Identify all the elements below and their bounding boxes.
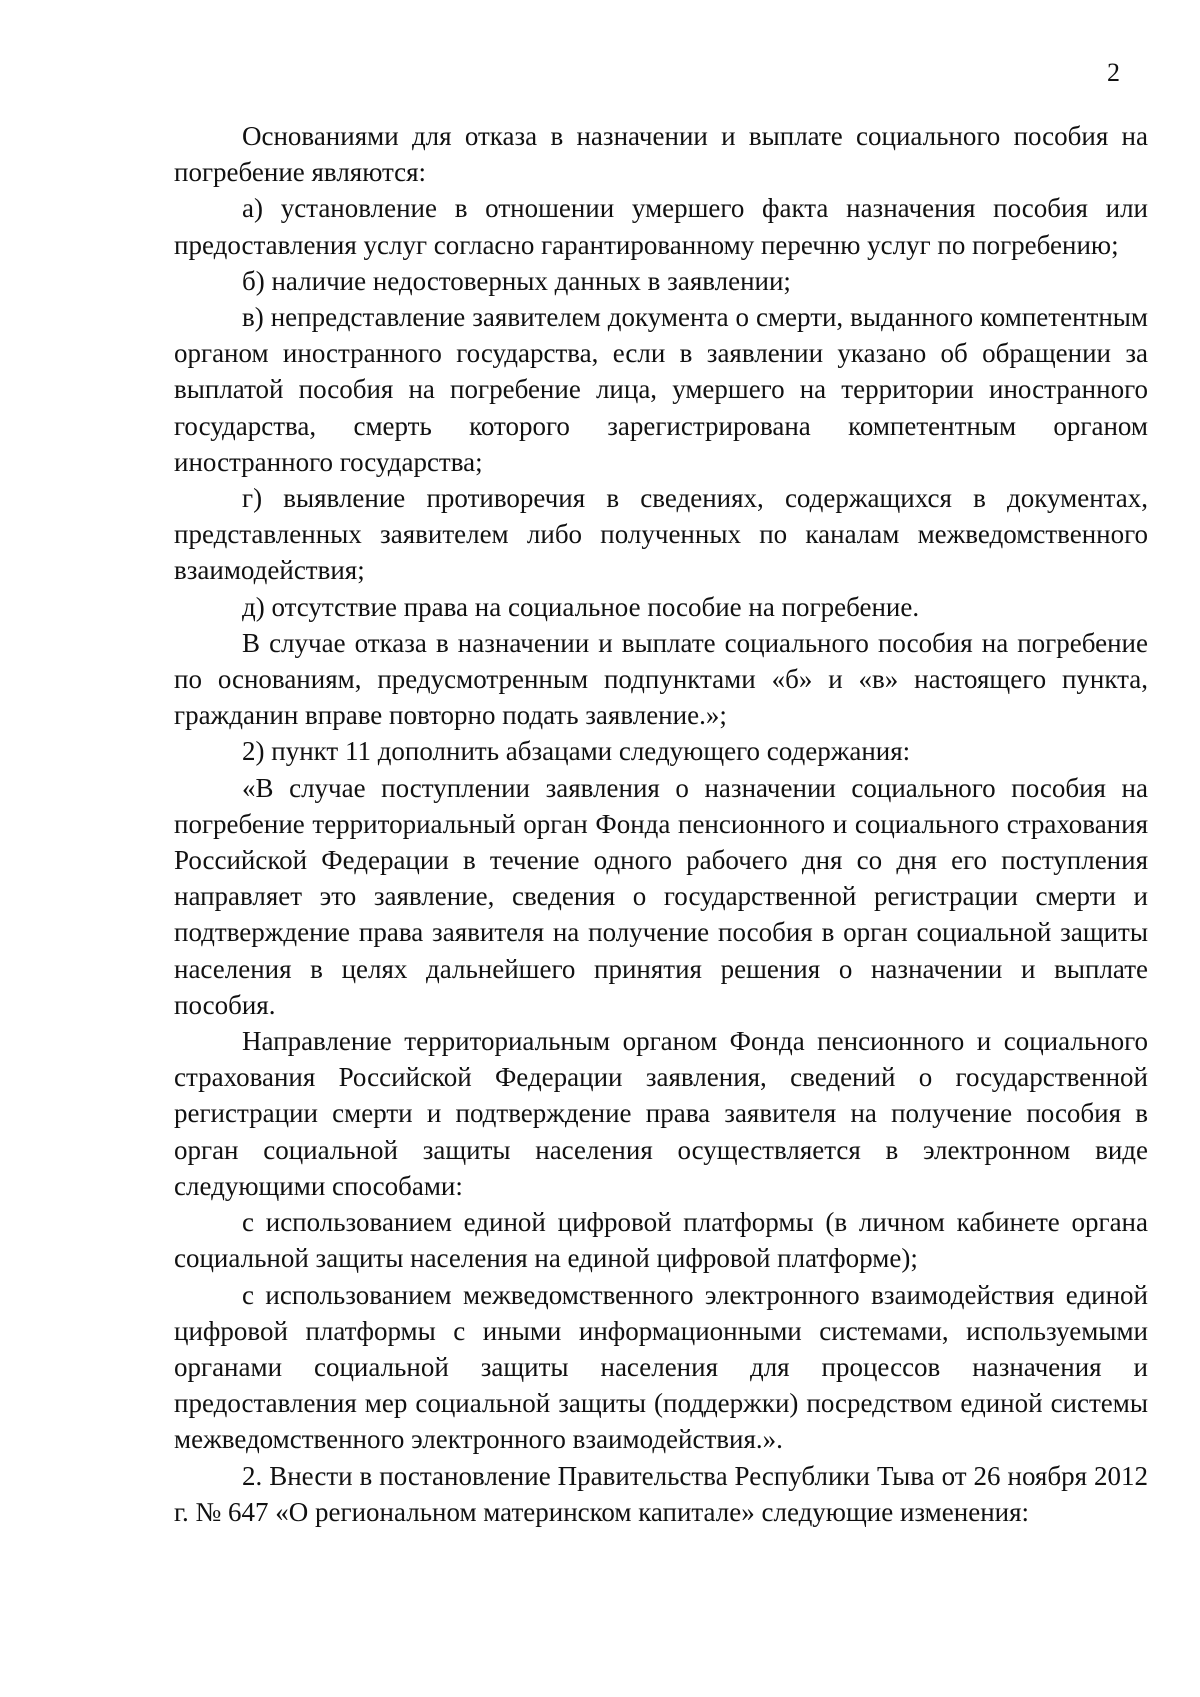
paragraph-item-b: б) наличие недостоверных данных в заявлении; xyxy=(242,265,791,296)
paragraph-quote-start: «В случае поступлении заявления о назначении социального пособия на погребение территориальный орган Фонда пенсионного и социального страхования Российской Федерации в течение одного рабочего дня со дня его поступления направляет это заявление, сведения о государственной регистрации смерти и подтверждение права заявителя на получение пособия в орган социальной защиты населения в целях дальнейшего принятия решения о назначении и выплате пособия. xyxy=(174,772,1148,1020)
paragraph-item-v: в) непредставление заявителем документа о смерти, выданного компетентным органом иностранного государства, если в заявлении указано об обращении за выплатой пособия на погребение лица, умершего на территории иностранного государства, смерть которого зарегистрирована компетентным органом иностранного государства; xyxy=(174,302,1148,477)
page-number: 2 xyxy=(1107,58,1120,87)
paragraph-point-11: 2) пункт 11 дополнить абзацами следующего содержания: xyxy=(242,736,911,767)
paragraph-item-d: д) отсутствие права на социальное пособие на погребение. xyxy=(242,591,920,622)
paragraph-method-interagency: с использованием межведомственного электронного взаимодействия единой цифровой платформы с иными информационными системами, используемыми органами социальной защиты населения для процессов назначения и предоставления мер социальной защиты (поддержки) посредством единой системы межведомственного электронного взаимодействия.». xyxy=(174,1279,1148,1455)
paragraph-section-2: 2. Внести в постановление Правительства Республики Тыва от 26 ноября 2012 г. № 647 «О региональном материнском капитале» следующие изменения: xyxy=(174,1460,1148,1527)
paragraph-item-g: г) выявление противоречия в сведениях, содержащихся в документах, представленных заявителем либо полученных по каналам межведомственного взаимодействия; xyxy=(174,483,1148,586)
paragraph-grounds-for-refusal: Основаниями для отказа в назначении и выплате социального пособия на погребение являются: xyxy=(174,121,1148,188)
paragraph-repeat-application: В случае отказа в назначении и выплате социального пособия на погребение по основаниям, предусмотренным подпунктами «б» и «в» настоящего пункта, гражданин вправе повторно подать заявление.»; xyxy=(174,627,1148,731)
document-body xyxy=(174,118,1148,1530)
paragraph-transmission: Направление территориальным органом Фонда пенсионного и социального страхования Российской Федерации заявления, сведений о государственной регистрации смерти и подтверждение права заявителя на получение пособия в орган социальной защиты населения осуществляется в электронном виде следующими способами: xyxy=(174,1026,1148,1201)
paragraph-method-platform: с использованием единой цифровой платформы (в личном кабинете органа социальной защиты населения на единой цифровой платформе); xyxy=(174,1207,1148,1274)
paragraph-item-a: а) установление в отношении умершего факта назначения пособия или предоставления услуг согласно гарантированному перечню услуг по погребению; xyxy=(174,193,1148,260)
